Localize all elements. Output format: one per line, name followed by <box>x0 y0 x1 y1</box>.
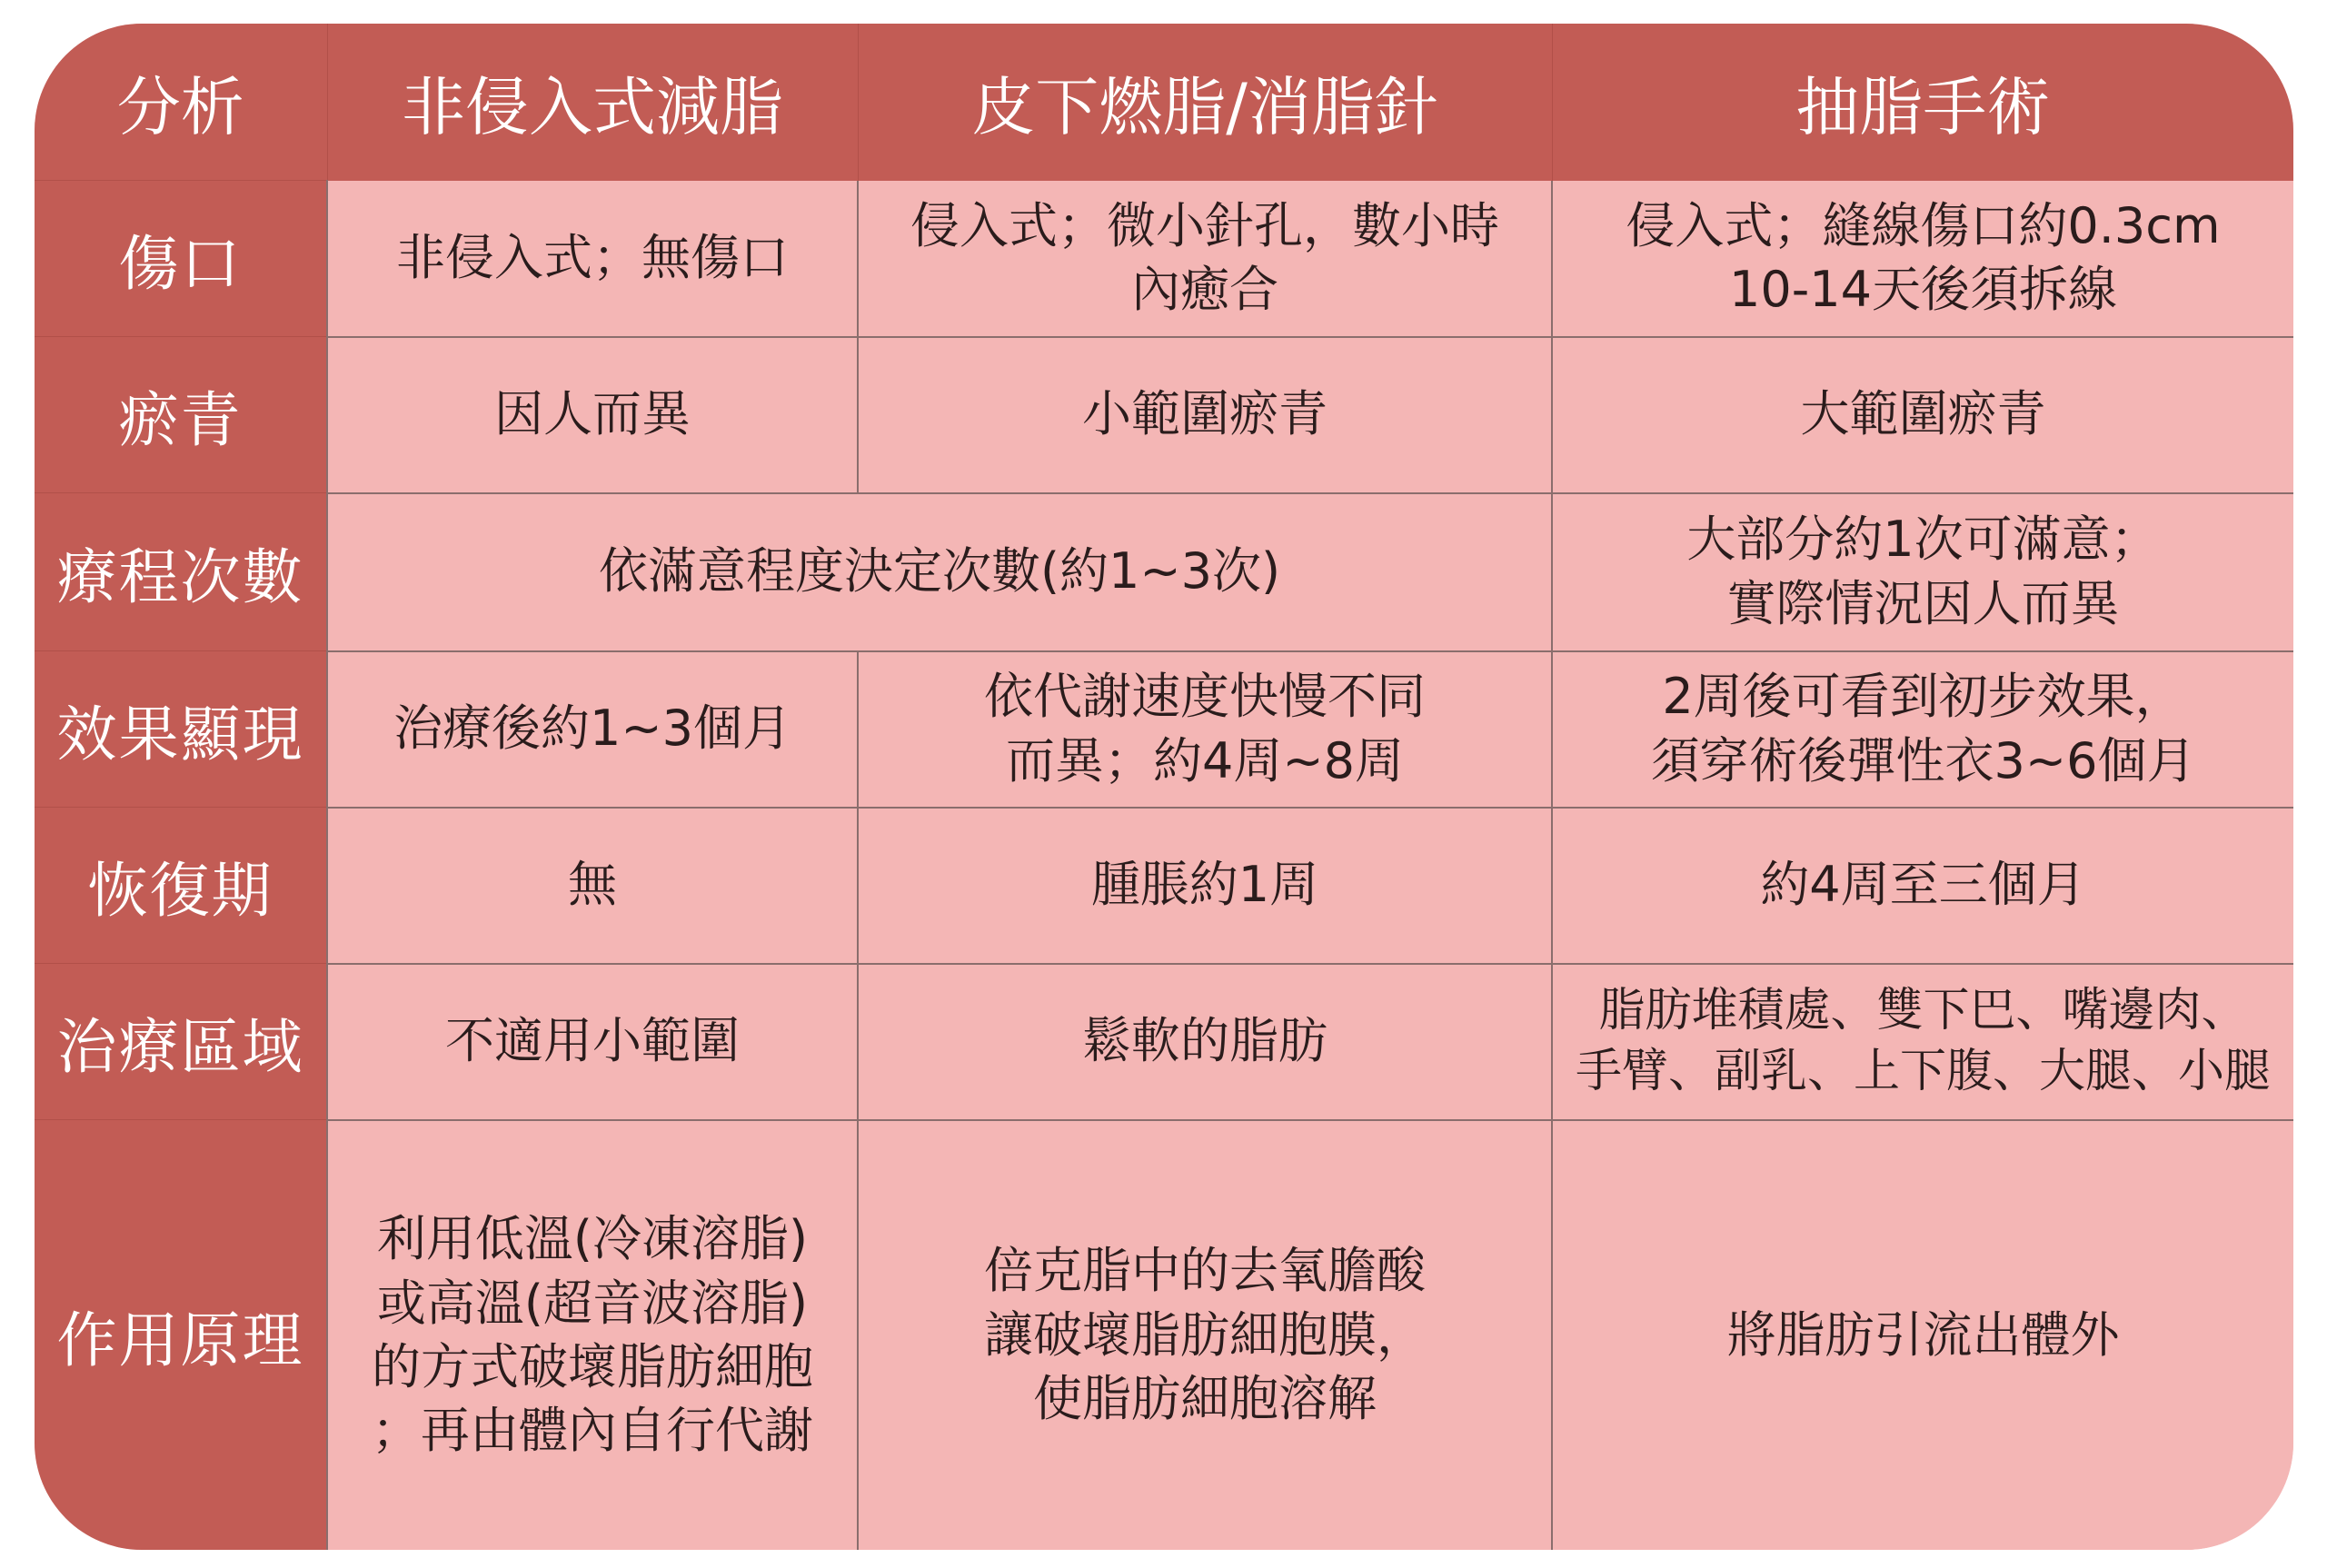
cell-recovery-liposuction <box>1552 808 2293 964</box>
cell-principle-liposuction <box>1552 1120 2293 1551</box>
cell-wound-non-invasive <box>327 181 858 337</box>
header-row <box>35 24 2293 181</box>
row-sessions <box>35 493 2293 651</box>
cell-wound-liposuction <box>1552 181 2293 337</box>
header-liposuction: 抽脂手術 <box>1552 24 2293 181</box>
cell-text: 大範圍瘀青 <box>1800 385 2046 443</box>
cell-sessions-non-invasive-injection <box>327 493 1552 651</box>
cell-bruise-non-invasive <box>327 337 858 493</box>
cell-text: 約4周至三個月 <box>1760 856 2086 914</box>
header-non-invasive: 非侵入式減脂 <box>327 24 858 181</box>
cell-text: 脂肪堆積處、雙下巴、嘴邊肉、 手臂、副乳、上下腹、大腿、小腿 <box>1575 984 2271 1098</box>
cell-area-liposuction <box>1552 964 2293 1120</box>
cell-text: 不適用小範圍 <box>445 1012 740 1070</box>
cell-results-injection <box>858 651 1552 808</box>
cell-bruise-injection <box>858 337 1552 493</box>
row-recovery <box>35 808 2293 964</box>
cell-text: 非侵入式；無傷口 <box>396 228 789 286</box>
row-label-results: 效果顯現 <box>35 651 327 808</box>
cell-area-non-invasive <box>327 964 858 1120</box>
cell-sessions-liposuction <box>1552 493 2293 651</box>
cell-text: 侵入式；微小針孔，數小時 內癒合 <box>910 196 1499 318</box>
cell-principle-injection <box>858 1120 1552 1551</box>
cell-text: 腫脹約1周 <box>1090 856 1319 914</box>
cell-recovery-non-invasive <box>327 808 858 964</box>
row-label-area: 治療區域 <box>35 964 327 1120</box>
cell-recovery-injection <box>858 808 1552 964</box>
cell-text: 治療後約1~3個月 <box>393 700 791 758</box>
cell-text: 2周後可看到初步效果， 須穿術後彈性衣3~6個月 <box>1650 668 2196 789</box>
cell-results-liposuction <box>1552 651 2293 808</box>
row-wound <box>35 181 2293 337</box>
row-label-sessions: 療程次數 <box>35 493 327 651</box>
header-injection: 皮下燃脂/消脂針 <box>858 24 1552 181</box>
row-area <box>35 964 2293 1120</box>
row-label-wound: 傷口 <box>35 181 327 337</box>
cell-text: 小範圍瘀青 <box>1082 385 1328 443</box>
row-bruise <box>35 337 2293 493</box>
cell-area-injection <box>858 964 1552 1120</box>
row-label-principle: 作用原理 <box>35 1120 327 1551</box>
comparison-table-card <box>35 24 2293 1550</box>
cell-text: 因人而異 <box>494 385 691 443</box>
row-label-recovery: 恢復期 <box>35 808 327 964</box>
row-results <box>35 651 2293 808</box>
comparison-table <box>35 24 2293 1550</box>
cell-text: 大部分約1次可滿意； 實際情況因人而異 <box>1686 511 2160 632</box>
cell-text: 依代謝速度快慢不同 而異；約4周~8周 <box>984 668 1426 789</box>
row-principle <box>35 1120 2293 1551</box>
cell-results-non-invasive <box>327 651 858 808</box>
row-label-bruise: 瘀青 <box>35 337 327 493</box>
cell-principle-non-invasive <box>327 1120 858 1551</box>
cell-text: 依滿意程度決定次數(約1~3次) <box>598 542 1281 600</box>
cell-text: 利用低溫(冷凍溶脂) 或高溫(超音波溶脂) 的方式破壞脂肪細胞 ；再由體內自行代謝 <box>372 1210 813 1459</box>
cell-text: 侵入式；縫線傷口約0.3cm 10-14天後須拆線 <box>1626 196 2221 318</box>
cell-bruise-liposuction <box>1552 337 2293 493</box>
cell-text: 鬆軟的脂肪 <box>1082 1012 1328 1070</box>
header-corner: 分析 <box>35 24 327 181</box>
cell-text: 將脂肪引流出體外 <box>1726 1305 2120 1364</box>
cell-wound-injection <box>858 181 1552 337</box>
cell-text: 倍克脂中的去氧膽酸 讓破壞脂肪細胞膜， 使脂肪細胞溶解 <box>984 1242 1426 1427</box>
cell-text: 無 <box>568 856 617 914</box>
